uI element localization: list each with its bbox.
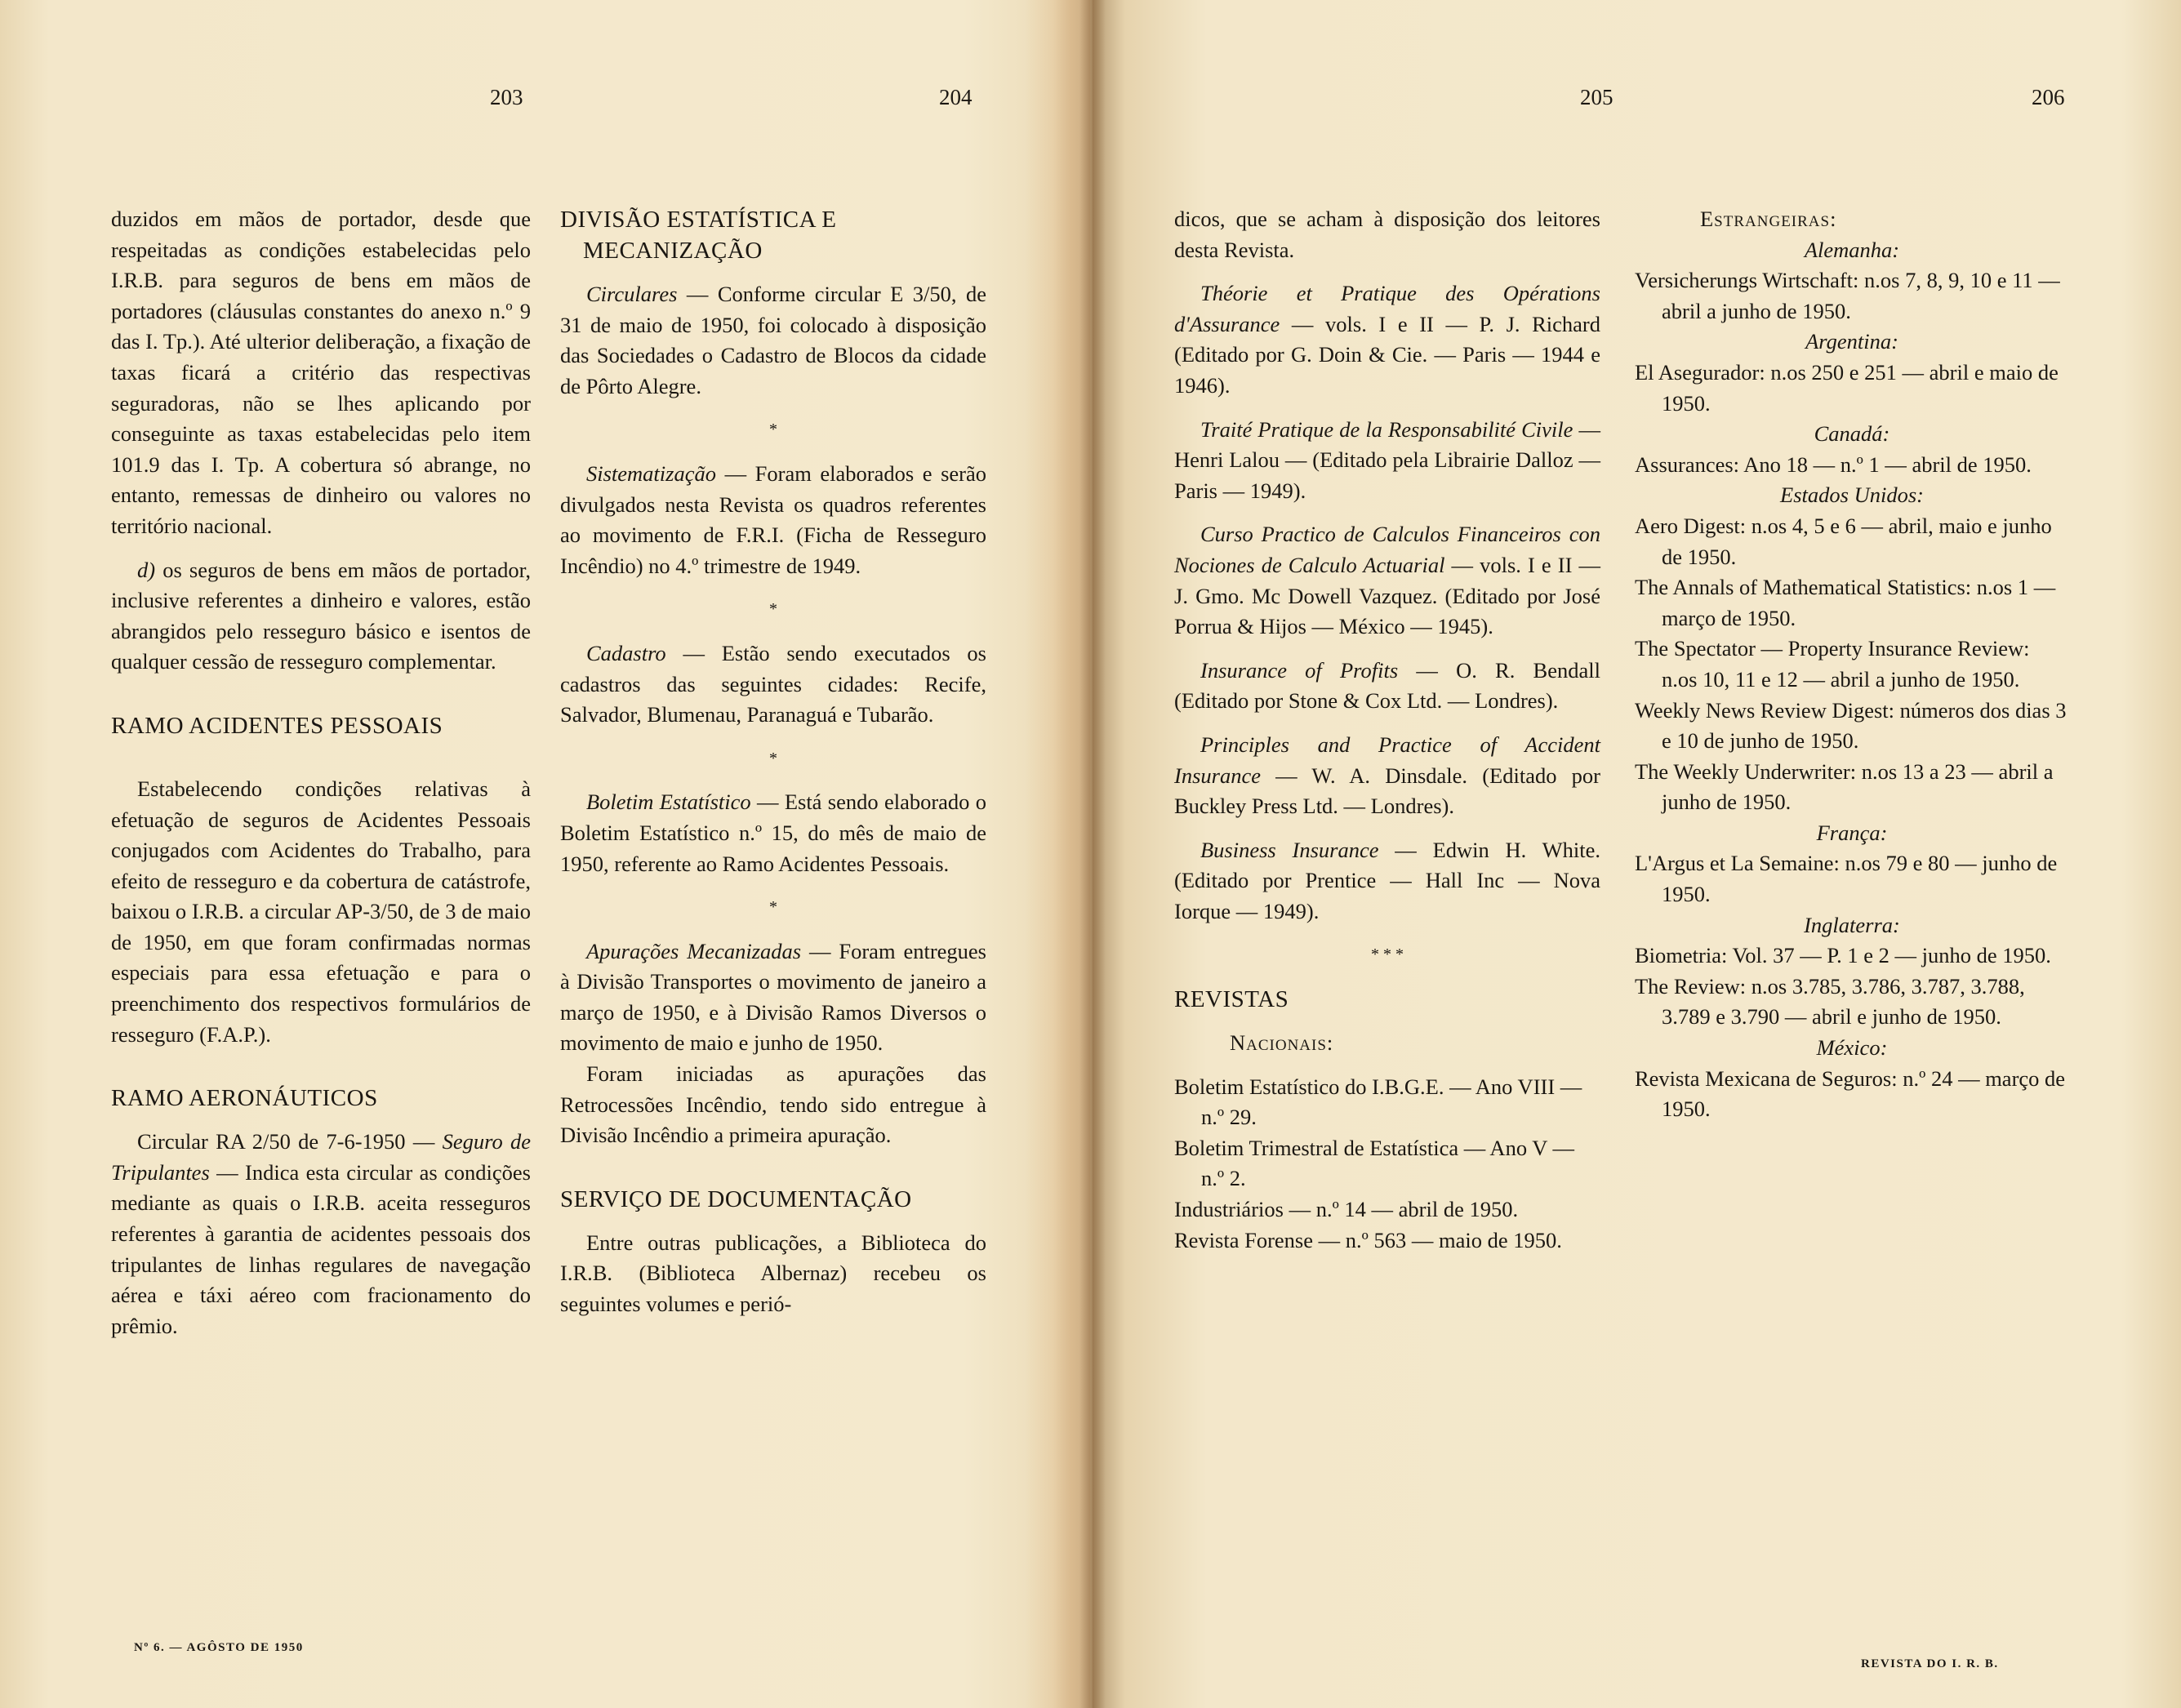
journal-entry: Industriários — n.º 14 — abril de 1950. [1174,1197,1519,1222]
book-entry [1174,835,1600,927]
separator-star: * [769,420,777,439]
journal-entry: The Spectator — Property Insurance Review: n.os 10, 11 e 12 — abril a junho de 1950. [1635,636,2030,692]
journal-entry: Revista Mexicana de Seguros: n.º 24 — março de 1950. [1635,1065,2066,1122]
paragraph [560,936,986,1059]
book-gutter [1079,0,1106,1708]
book-details: — vols. I e II — J. Gmo. Mc Dowell Vazquez. (Editado por José Porrua & Hijos — México — 1945). [1174,552,1600,639]
journal-entry: Assurances: Ano 18 — n.º 1 — abril de 1950. [1635,451,2032,477]
book-details: — Edwin H. White. (Editado por Prentice — Hall Inc — Nova Iorque — 1949). [1174,837,1600,923]
footer-issue: Nº 6. — AGÔSTO DE 1950 [134,1641,304,1654]
country-heading: Argentina: [1805,329,1898,354]
separator-star: * [769,898,777,917]
paragraph [111,1127,531,1341]
book-details: — vols. I e II — P. J. Richard (Editado por G. Doin & Cie. — Paris — 1944 e 1946). [1174,311,1600,398]
journal-entry: The Weekly Underwriter: n.os 13 a 23 — abril a junho de 1950. [1635,758,2054,815]
paragraph: duzidos em mãos de portador, desde que respeitadas as condições estabelecidas pelo I.R.B. para seguros de bens em mãos de portadores (cláusulas constantes do anexo n.º 9 das I. Tp.). Até ulterior deliberação, a fixação de taxas ficará a critério das respectivas seguradoras, não se lhes aplicando por conseguinte as taxas estabelecidas pelo item 101.9 das I. Tp. A cobertura só abrange, no entanto, remessas de dinheiro ou valores no território nacional. [111,207,531,538]
italic-run: Apurações Mecanizadas [586,938,802,963]
book-entry [1174,278,1600,401]
subheading-estrangeiras: Estrangeiras: [1700,207,1837,231]
separator-star: * [769,600,777,619]
paragraph [560,787,986,879]
text-run: — Indica esta circular as condições mediante as quais o I.R.B. aceita resseguros referentes à garantia de acidentes pessoais dos tripulantes de linhas regulares de navegação aérea e táxi aéreo com fracionamento do prêmio. [111,1159,531,1338]
right-page [1093,0,2181,1708]
italic-run: Cadastro [586,640,666,665]
text-run: — Está sendo elaborado o Boletim Estatístico n.º 15, do mês de maio de 1950, referente ao Ramo Acidentes Pessoais. [560,790,986,876]
paragraph: dicos, que se acham à disposição dos leitores desta Revista. [1174,207,1600,262]
journal-entry: Aero Digest: n.os 4, 5 e 6 — abril, maio e junho de 1950. [1635,513,2052,569]
book-entry [1174,519,1600,642]
journal-entry: L'Argus et La Semaine: n.os 79 e 80 — junho de 1950. [1635,851,2058,907]
item-label: d) [137,557,156,582]
paragraph [560,459,986,581]
journal-entry: Boletim Estatístico do I.B.G.E. — Ano VIII — n.º 29. [1174,1074,1582,1130]
section-heading: REVISTAS [1174,986,1289,1013]
journal-entry: Versicherungs Wirtschaft: n.os 7, 8, 9, 10 e 11 — abril a junho de 1950. [1635,268,2060,323]
section-heading: SERVIÇO DE DOCUMENTAÇÃO [560,1185,912,1212]
book-title: Business Insurance [1200,837,1379,862]
paragraph: Entre outras publicações, a Biblioteca do I.R.B. (Biblioteca Albernaz) recebeu os seguintes volumes e perió- [560,1230,986,1317]
journal-entry: Biometria: Vol. 37 — P. 1 e 2 — junho de 1950. [1635,943,2051,968]
book-entry [1174,730,1600,822]
book-title: Curso Practico de Calculos Financeiros con Nociones de Calculo Actuarial [1174,522,1600,577]
paragraph [560,638,986,731]
page-number-203: 203 [490,85,523,109]
separator-stars: * * * [1371,945,1404,964]
book-details: — O. R. Bendall (Editado por Stone & Cox Ltd. — Londres). [1174,657,1600,714]
journal-entry: Revista Forense — n.º 563 — maio de 1950. [1174,1227,1562,1252]
column-page-203 [111,204,531,1341]
item-text: os seguros de bens em mãos de portador, inclusive referentes a dinheiro e valores, estão abrangidos pelo resseguro básico e isentos de qualquer cessão de resseguro complementar. [111,557,531,674]
country-heading: Alemanha: [1804,237,1900,262]
text-run: — Foram entregues à Divisão Transportes o movimento de janeiro a março de 1950, e à Divisão Ramos Diversos o movimento de maio e junho de 1950. [560,938,986,1056]
column-page-205 [1174,204,1600,1256]
country-heading: Inglaterra: [1804,912,1900,937]
page-number-205: 205 [1580,85,1613,109]
column-page-206 [1635,204,2069,1125]
paragraph [111,555,531,678]
journal-entry: Weekly News Review Digest: números dos dias 3 e 10 de junho de 1950. [1635,697,2067,754]
country-heading: México: [1816,1035,1888,1061]
text-run: — Estão sendo executados os cadastros das seguintes cidades: Recife, Salvador, Blumenau, Paranaguá e Tubarão. [560,640,986,727]
page-number-206: 206 [2032,85,2065,109]
page-number-204: 204 [939,85,973,109]
italic-run: Circulares [586,282,678,306]
book-title: Théorie et Pratique des Opérations d'Assurance [1174,281,1600,336]
journal-entry: The Review: n.os 3.785, 3.786, 3.787, 3.788, 3.789 e 3.790 — abril e junho de 1950. [1635,973,2025,1030]
separator-star: * [769,749,777,767]
book-title: Insurance of Profits [1200,657,1399,683]
section-heading: RAMO ACIDENTES PESSOAIS [111,712,443,739]
section-heading: RAMO AERONÁUTICOS [111,1085,378,1112]
country-heading: Estados Unidos: [1780,483,1924,508]
book-details: — Henri Lalou — (Editado pela Librairie Dalloz — Paris — 1949). [1174,416,1601,503]
journal-entry: Boletim Trimestral de Estatística — Ano V — n.º 2. [1174,1135,1575,1191]
country-heading: França: [1816,820,1888,845]
text-run: — Foram elaborados e serão divulgados nesta Revista os quadros referentes ao movimento de F.R.I. (Ficha de Resseguro Incêndio) no 4.º trimestre de 1949. [560,460,986,578]
italic-run: Seguro de Tripulantes [111,1129,531,1185]
book-entry [1174,656,1600,717]
paragraph: Estabelecendo condições relativas à efetuação de seguros de Acidentes Pessoais conjugados com Acidentes do Trabalho, para efeito de resseguro e da cobertura de catástrofe, baixou o I.R.B. a circular AP-3/50, de 3 de maio de 1950, em que foram confirmadas normas especiais para essa efetuação e para o preenchimento dos respectivos formulários de resseguro (F.A.P.). [111,776,531,1047]
footer-journal: REVISTA DO I. R. B. [1861,1657,1999,1670]
book-title: Principles and Practice of Accident Insurance [1174,732,1600,788]
journal-entry: El Asegurador: n.os 250 e 251 — abril e maio de 1950. [1635,359,2059,416]
section-heading: DIVISÃO ESTATÍSTICA E MECANIZAÇÃO [560,207,837,264]
paragraph [560,279,986,402]
book-entry [1174,415,1600,507]
column-page-204 [560,204,986,1320]
book-details: — W. A. Dinsdale. (Editado por Buckley Press Ltd. — Londres). [1174,763,1600,819]
paragraph: Foram iniciadas as apurações das Retrocessões Incêndio, tendo sido entregue à Divisão Incêndio a primeira apuração. [560,1061,986,1148]
journal-entry: The Annals of Mathematical Statistics: n.os 1 — março de 1950. [1635,575,2056,630]
italic-run: Sistematização [586,460,716,486]
italic-run: Boletim Estatístico [586,790,751,815]
text-run: Circular RA 2/50 de 7-6-1950 — [137,1129,443,1154]
subheading-nacionais: Nacionais: [1230,1030,1334,1056]
book-title: Traité Pratique de la Responsabilité Civile [1200,416,1573,442]
country-heading: Canadá: [1814,421,1890,447]
text-run: — Conforme circular E 3/50, de 31 de maio de 1950, foi colocado à disposição das Sociedades o Cadastro de Blocos da cidade de Pôrto Alegre. [560,282,986,398]
